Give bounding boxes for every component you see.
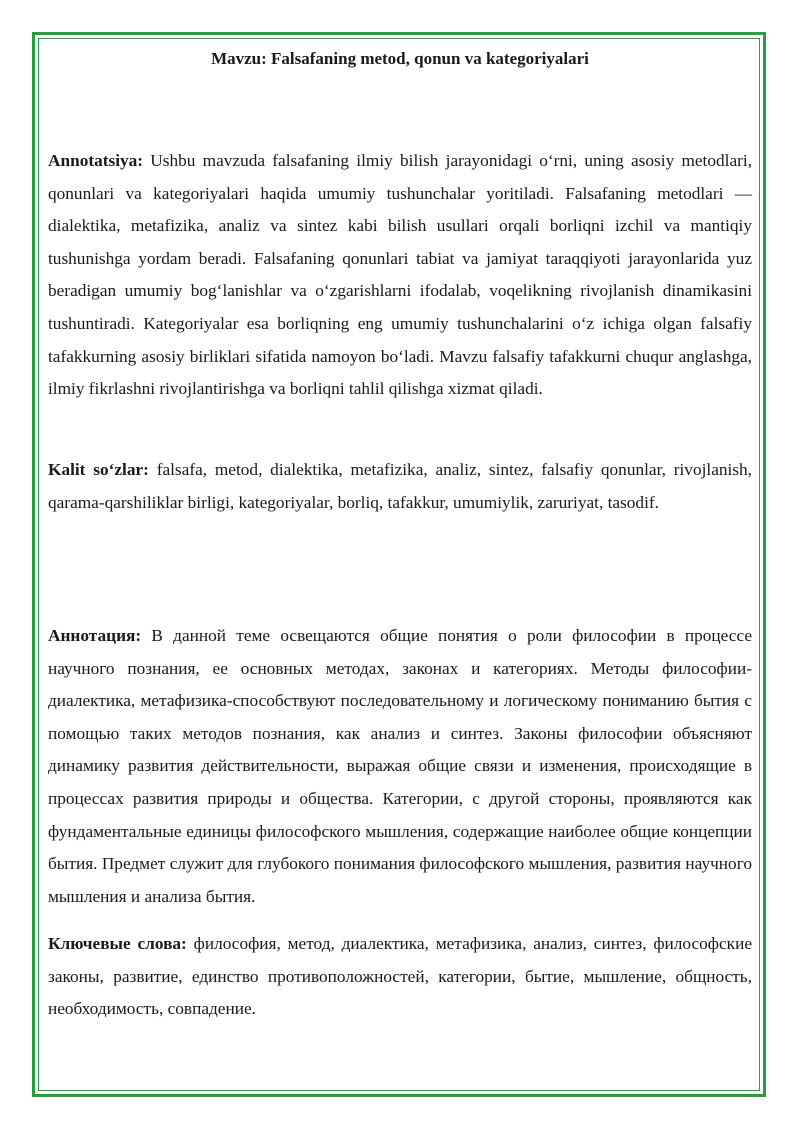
keywords-uz-label: Kalit soʻzlar:	[48, 460, 149, 479]
annotation-uz-text: Ushbu mavzuda falsafaning ilmiy bilish jarayonidagi oʻrni, uning asosiy metodlari, qonunlari va kategoriyalari haqida umumiy tushunchalar yoritiladi. Falsafaning metodlari — dialektika, metafizika, analiz va sintez kabi bilish usullari orqali borliqni izchil va mantiqiy tushunishga yordam beradi. Falsafaning qonunlari tabiat va jamiyat taraqqiyoti jarayonlarida yuz beradigan umumiy bogʻlanishlar va oʻzgarishlarni ifodalab, voqelikning rivojlanish dinamikasini tushuntiradi. Kategoriyalar esa borliqning eng umumiy tushunchalarini oʻz ichiga olgan falsafiy tafakkurning asosiy birliklari sifatida namoyon boʻladi. Mavzu falsafiy tafakkurni chuqur anglashga, ilmiy fikrlashni rivojlantirishga va borliqni tahlil qilishga xizmat qiladi.	[48, 151, 752, 399]
document-title: Mavzu: Falsafaning metod, qonun va kategoriyalari	[211, 49, 589, 68]
annotation-ru-label: Аннотация:	[48, 626, 142, 645]
annotation-ru-paragraph	[48, 620, 752, 913]
keywords-ru-paragraph	[48, 928, 752, 1026]
keywords-uz-text: falsafa, metod, dialektika, metafizika, analiz, sintez, falsafiy qonunlar, rivojlanish, qarama-qarshiliklar birligi, kategoriyalar, borliq, tafakkur, umumiylik, zaruriyat, tasodif.	[48, 460, 752, 512]
annotation-uz-paragraph	[48, 145, 752, 406]
keywords-uz-paragraph	[48, 454, 752, 519]
annotation-ru-text: В данной теме освещаются общие понятия о роли философии в процессе научного познания, ее основных методах, законах и категориях. Методы философии-диалектика, метафизика-способствуют последовательному и логическому пониманию бытия с помощью таких методов познания, как анализ и синтез. Законы философии объясняют динамику развития действительности, выражая общие связи и изменения, происходящие в процессах развития природы и общества. Категории, с другой стороны, проявляются как фундаментальные единицы философского мышления, содержащие наиболее общие концепции бытия. Предмет служит для глубокого понимания философского мышления, развития научного мышления и анализа бытия.	[48, 626, 752, 906]
annotation-uz-label: Annotatsiya:	[48, 151, 144, 170]
keywords-ru-text: философия, метод, диалектика, метафизика, анализ, синтез, философские законы, развитие, единство противоположностей, категории, бытие, мышление, общность, необходимость, совпадение.	[48, 934, 752, 1019]
keywords-ru-label: Ключевые слова:	[48, 934, 187, 953]
